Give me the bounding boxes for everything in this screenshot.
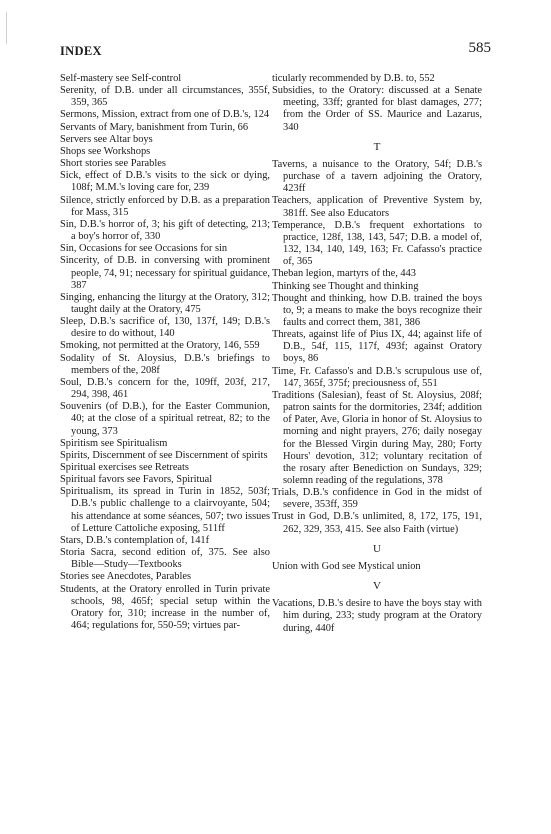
- index-entry: Spiritism see Spiritualism: [60, 437, 168, 449]
- index-entry: Students, at the Oratory enrolled in Turin private schools, 98, 465f; special setup within the Oratory for, 310; increase in the number of, 464; regulations for, 550-59; virtues par-: [60, 583, 270, 632]
- index-entry: Shops see Workshops: [60, 145, 151, 157]
- index-entry: Storia Sacra, second edition of, 375. See also Bible—Study—Textbooks: [60, 547, 270, 571]
- section-letter: U: [373, 542, 381, 555]
- index-entry: Smoking, not permitted at the Oratory, 146, 559: [60, 340, 260, 352]
- index-entry: Silence, strictly enforced by D.B. as a preparation for Mass, 315: [60, 194, 270, 218]
- index-entry: Servants of Mary, banishment from Turin, 66: [60, 121, 249, 133]
- index-entry: Sick, effect of D.B.'s visits to the sick or dying, 108f; M.M.'s loving care for, 239: [60, 170, 270, 194]
- index-entry: Vacations, D.B.'s desire to have the boys stay with him during, 233; study program at the Oratory during, 440f: [272, 598, 482, 634]
- index-entry: Spiritual exercises see Retreats: [60, 462, 189, 473]
- running-header: INDEX: [60, 44, 102, 58]
- page-number: 585: [468, 40, 491, 56]
- section-letter: V: [373, 580, 381, 593]
- index-entry: Self-mastery see Self-control: [60, 73, 182, 84]
- index-entry: Spiritualism, its spread in Turin in 1852, 503f; D.B.'s public challenge to a clairvoyante, 504; his attendance at some séances, 507; two issues of Letture Cattoliche exposing, 511ff: [60, 486, 270, 534]
- index-column-left: [60, 73, 270, 632]
- index-entry: Soul, D.B.'s concern for the, 109ff, 203f, 217, 294, 398, 461: [60, 376, 270, 401]
- index-entry: Trials, D.B.'s confidence in God in the midst of severe, 353ff, 359: [272, 487, 482, 511]
- index-entry: Teachers, application of Preventive System by, 381ff. See also Educators: [272, 195, 482, 219]
- index-entry: Servers see Altar boys: [60, 133, 153, 145]
- section-letter: T: [373, 140, 381, 153]
- index-entry: Taverns, a nuisance to the Oratory, 54f; D.B.'s purchase of a tavern adjoining the Oratory, 423ff: [272, 158, 482, 195]
- index-entry: Trust in God, D.B.'s unlimited, 8, 172, 175, 191, 262, 329, 353, 415. See also Faith (virtue): [272, 511, 482, 535]
- index-entry: Spirits, Discernment of see Discernment of spirits: [60, 449, 268, 461]
- index-entry: Sleep, D.B.'s sacrifice of, 130, 137f, 149; D.B.'s desire to do without, 140: [60, 316, 270, 340]
- index-entry: Spiritual favors see Favors, Spiritual: [60, 474, 213, 486]
- index-entry: Stories see Anecdotes, Parables: [60, 571, 192, 583]
- index-entry: Serenity, of D.B. under all circumstances, 355f, 359, 365: [60, 85, 270, 109]
- index-entry: Sodality of St. Aloysius, D.B.'s briefings to members of the, 208f: [60, 352, 270, 376]
- index-entry: Singing, enhancing the liturgy at the Oratory, 312; taught daily at the Oratory, 475: [60, 291, 270, 315]
- index-entry: Temperance, D.B.'s frequent exhortations to practice, 128f, 138, 143, 547; D.B. a model of, 132, 134, 140, 149, 163; Fr. Cafasso's practice of, 365: [272, 219, 482, 268]
- index-column-right: [272, 73, 482, 635]
- index-entry: Thinking see Thought and thinking: [272, 280, 419, 292]
- index-entry: Stars, D.B.'s contemplation of, 141f: [60, 534, 210, 546]
- scan-gutter-line: [6, 12, 7, 44]
- index-entry: Short stories see Parables: [60, 158, 166, 170]
- index-entry: Theban legion, martyrs of the, 443: [272, 268, 416, 280]
- index-entry: ticularly recommended by D.B. to, 552: [272, 73, 435, 84]
- index-entry: Sermons, Mission, extract from one of D.B.'s, 124: [60, 109, 270, 121]
- index-entry: Souvenirs (of D.B.), for the Easter Communion, 40; at the close of a spiritual retreat, 82; to the young, 373: [60, 401, 270, 437]
- index-entry: Subsidies, to the Oratory: discussed at a Senate meeting, 33ff; granted for blast damages, 277; from the Order of SS. Maurice and Lazarus, 340: [272, 85, 482, 133]
- index-entry: Threats, against life of Pius IX, 44; against life of D.B., 54f, 115, 117f, 493f; against Oratory boys, 86: [272, 329, 482, 365]
- index-entry: Time, Fr. Cafasso's and D.B.'s scrupulous use of, 147, 365f, 375f; preciousness of, 551: [272, 365, 482, 389]
- index-entry: Sin, Occasions for see Occasions for sin: [60, 243, 228, 255]
- index-entry: Sincerity, of D.B. in conversing with prominent people, 74, 91; necessary for spiritual guidance, 387: [60, 255, 270, 291]
- index-entry: Thought and thinking, how D.B. trained the boys to, 9; a means to make the boys recognize their faults and correct them, 381, 386: [272, 292, 482, 328]
- index-entry: Union with God see Mystical union: [272, 560, 421, 572]
- index-entry: Sin, D.B.'s horror of, 3; his gift of detecting, 213; a boy's horror of, 330: [60, 218, 270, 243]
- index-entry: Traditions (Salesian), feast of St. Aloysius, 208f; patron saints for the dormitories, 234f; addition of Pater, Ave, Gloria in honor of St. Aloysius to morning and night prayers, 276; daily nosegay for the Blessed Virgin during May, 280; Forty Hours' devotion, 312; voluntary recitation of the rosary after Benediction on Sundays, 329; solemn reading of the regulations, 378: [272, 389, 482, 486]
